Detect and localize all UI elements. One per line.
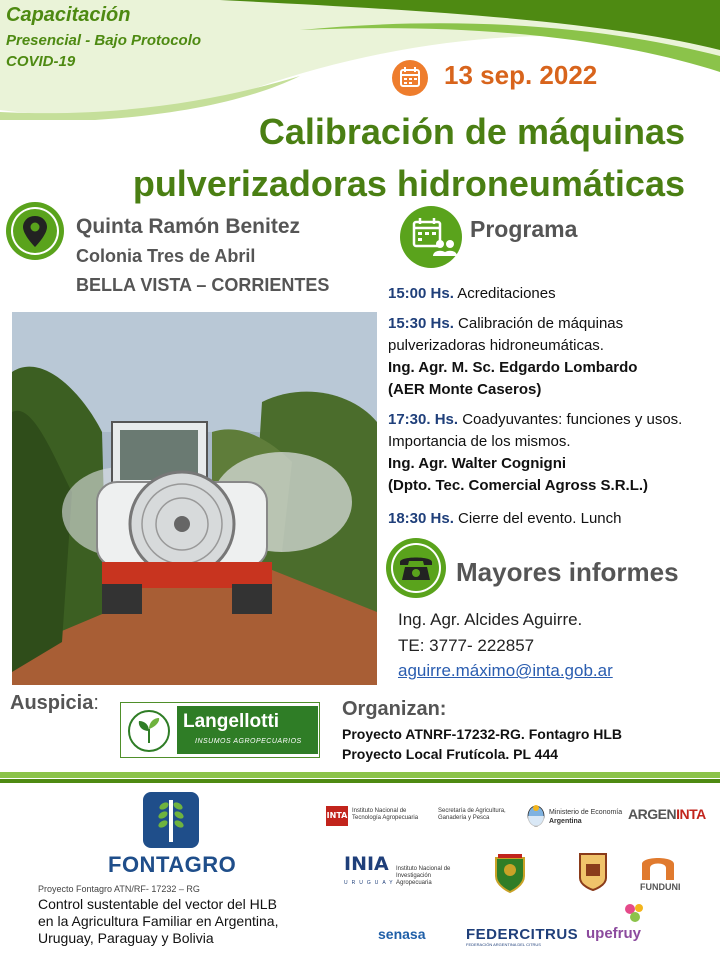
inia-text: Instituto Nacional de Investigación Agropecuaria [396,866,451,886]
fontagro-wheat-icon [143,792,199,848]
calendar-icon [392,60,428,96]
informes-title: Mayores informes [456,557,679,587]
unne-shield-icon [578,852,608,892]
federcitrus-sub: FEDERACIÓN ARGENTINA DEL CITRUS [466,942,541,947]
ministerio-text [549,808,622,826]
secretaria-line2: Ganadería y Pesca [438,815,490,821]
program-item [388,283,718,305]
organizer-line2: Proyecto Local Frutícola. PL 444 [342,746,559,762]
senasa-logo: senasa [378,926,426,942]
upefruy-dots-icon [622,902,648,926]
argeninta-logo [628,806,706,822]
contact-phone: TE: 3777- 222857 [398,636,535,655]
municipal-coat-of-arms-icon [490,852,530,894]
inta-text-line1: Instituto Nacional de [352,808,407,814]
project-desc-line3: Uruguay, Paraguay y Bolivia [38,930,214,946]
program-affiliation: (Dpto. Tec. Comercial Agross S.R.L.) [388,477,649,494]
fontagro-name: FONTAGRO [108,852,237,877]
plant-icon [127,709,171,753]
langellotti-tagline: INSUMOS AGROPECUARIOS [195,738,302,745]
secretaria-line1: Secretaría de Agricultura, [438,808,506,814]
organizan-label: Organizan: [342,698,447,720]
event-title [100,106,685,210]
program-item [388,508,718,530]
location-city: BELLA VISTA – CORRIENTES [76,275,330,295]
program-affiliation: (AER Monte Caseros) [388,381,542,398]
program-time: 15:30 Hs. [388,315,454,332]
argeninta-suffix: INTA [676,806,706,822]
fontagro-project-code: Proyecto Fontagro ATN/RF- 17232 – RG [38,884,200,894]
program-time: 17:30. Hs. [388,411,459,428]
auspicia-label [10,692,99,715]
project-desc-line1: Control sustentable del vector del HLB [38,896,277,912]
inta-logo: INTA [326,806,348,826]
argeninta-prefix: ARGEN [628,806,677,822]
calendar-people-icon [400,206,462,268]
contact-name: Ing. Agr. Alcides Aguirre. [398,610,583,629]
program-speaker: Ing. Agr. Walter Cognigni [388,455,567,472]
argentina-shield-icon [527,803,545,827]
footer-divider-dark [0,779,720,783]
program-text: Coadyuvantes: funciones y usos. Importancia de los mismos. [388,411,683,450]
auspicia-text: Auspicia [10,692,94,714]
capacitacion-label: Capacitación [6,4,131,26]
inia-logo: INIA [344,853,389,875]
program-text: Acreditaciones [453,285,556,302]
program-item [388,409,718,497]
modality-line2: COVID-19 [6,53,76,70]
secretaria-text [438,808,506,822]
organizer-line1: Proyecto ATNRF-17232-RG. Fontagro HLB [342,726,623,742]
inia-country: URUGUAY [344,880,397,886]
title-line2: pulverizadoras hidroneumáticas [132,163,685,204]
program-item [388,313,718,401]
ministerio-line1: Ministerio de Economía [549,809,623,816]
program-time: 15:00 Hs. [388,285,454,302]
footer-divider [0,772,720,778]
ministerio-line2: Argentina [549,818,582,825]
langellotti-name: Langellotti [183,711,280,732]
program-speaker: Ing. Agr. M. Sc. Edgardo Lombardo [388,359,638,376]
inta-text [352,808,418,822]
program-time: 18:30 Hs. [388,510,454,527]
title-line1: Calibración de máquinas [258,111,685,152]
location-name: Quinta Ramón Benitez [76,215,301,238]
langellotti-logo [120,702,320,758]
federcitrus-logo: FEDERCITRUS [466,926,579,943]
event-date: 13 sep. 2022 [444,60,598,90]
inta-text-line2: Tecnología Agropecuaria [352,815,419,821]
telephone-icon [386,538,446,598]
programa-title: Programa [470,216,578,242]
contact-email-link[interactable]: aguirre.máximo@inta.gob.ar [398,661,613,680]
funduni-arch-icon [640,854,676,880]
sprayer-photo [12,312,377,685]
location-pin-icon [6,202,64,260]
program-text: Calibración de máquinas pulverizadoras hidroneumáticas. [388,315,624,354]
upefruy-logo: upefruy [586,925,642,942]
location-colony: Colonia Tres de Abril [76,246,256,266]
modality-line1: Presencial - Bajo Protocolo [6,32,202,49]
auspicia-colon: : [93,692,99,714]
program-text: Cierre del evento. Lunch [453,510,622,527]
funduni-name: FUNDUNI [640,882,681,892]
project-desc-line2: en la Agricultura Familiar en Argentina, [38,913,279,929]
